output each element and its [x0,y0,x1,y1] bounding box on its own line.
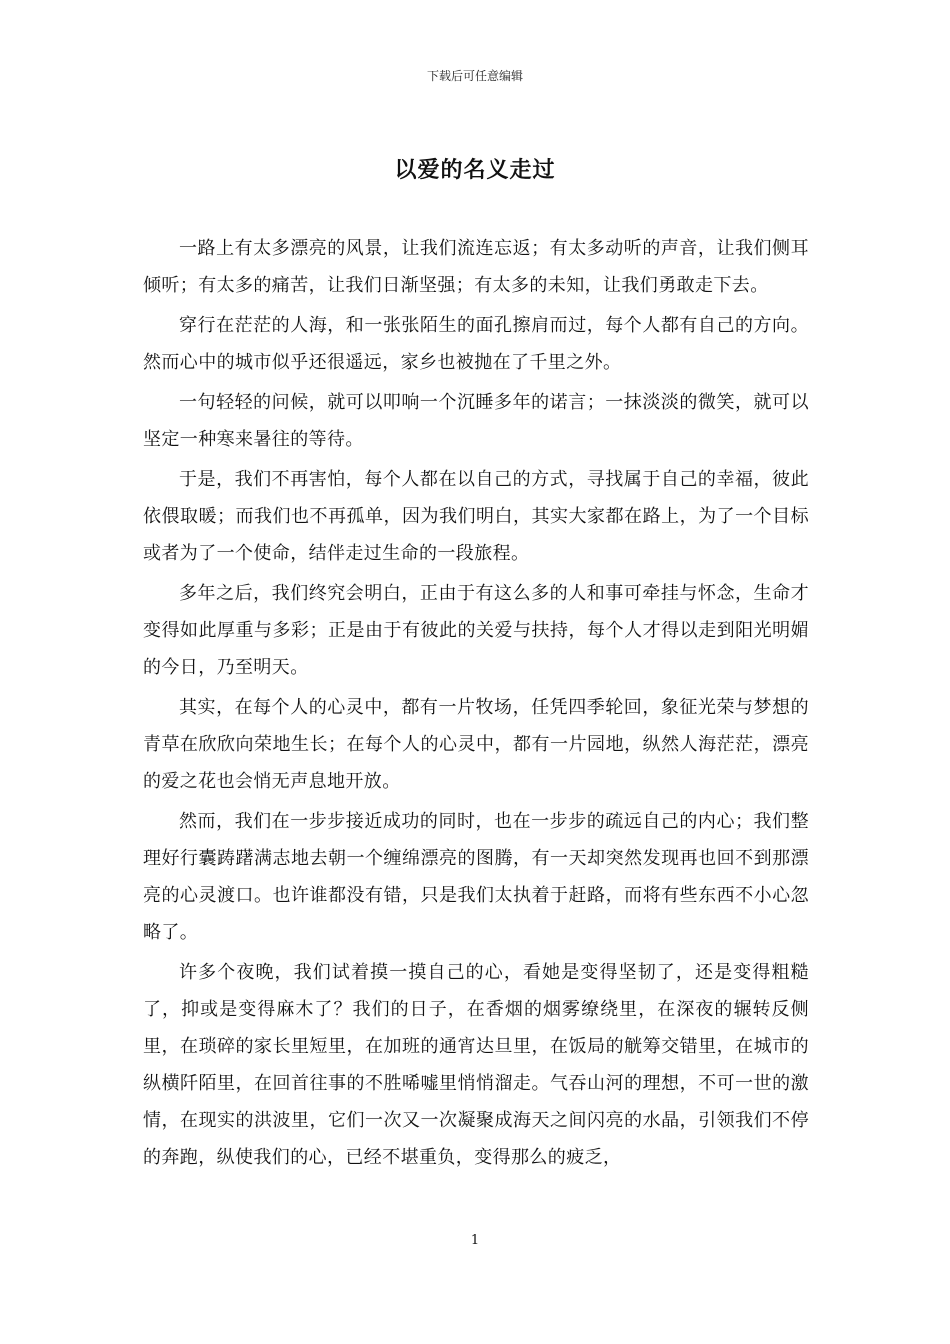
paragraph-7: 然而，我们在一步步接近成功的同时，也在一步步的疏远自己的内心；我们整理好行囊踌躇满志地去朝一个缠绵漂亮的图腾，有一天却突然发现再也回不到那漂亮的心灵渡口。也许谁都没有错，只是我们太执着于赶路，而将有些东西不小心忽略了。 [143,811,809,943]
paragraph-8: 许多个夜晚，我们试着摸一摸自己的心，看她是变得坚韧了，还是变得粗糙了，抑或是变得麻木了？我们的日子，在香烟的烟雾缭绕里，在深夜的辗转反侧里，在琐碎的家长里短里，在加班的通宵达旦里，在饭局的觥筹交错里，在城市的纵横阡陌里，在回首往事的不胜唏嘘里悄悄溜走。气吞山河的理想，不可一世的激情，在现实的洪波里，它们一次又一次凝聚成海天之间闪亮的水晶，引领我们不停的奔跑，纵使我们的心，已经不堪重负，变得那么的疲乏， [143,962,809,1168]
page-number: 1 [470,1233,480,1248]
paragraph-5: 多年之后，我们终究会明白，正由于有这么多的人和事可牵挂与怀念，生命才变得如此厚重与多彩；正是由于有彼此的关爱与扶持，每个人才得以走到阳光明媚的今日，乃至明天。 [143,583,809,678]
header-note: 下载后可任意编辑 [426,69,523,83]
paragraph-4: 于是，我们不再害怕，每个人都在以自己的方式，寻找属于自己的幸福，彼此依偎取暖；而我们也不再孤单，因为我们明白，其实大家都在路上，为了一个目标或者为了一个使命，结伴走过生命的一段旅程。 [143,469,809,564]
paragraph-1: 一路上有太多漂亮的风景，让我们流连忘返；有太多动听的声音，让我们侧耳倾听；有太多的痛苦，让我们日渐坚强；有太多的未知，让我们勇敢走下去。 [143,238,809,296]
paragraph-3: 一句轻轻的问候，就可以叩响一个沉睡多年的诺言；一抹淡淡的微笑，就可以坚定一种寒来暑往的等待。 [143,392,809,450]
document-body [143,230,809,1179]
paragraph-2: 穿行在茫茫的人海，和一张张陌生的面孔擦肩而过，每个人都有自己的方向。然而心中的城市似乎还很遥远，家乡也被抛在了千里之外。 [143,315,809,373]
document-title: 以爱的名义走过 [394,157,556,183]
paragraph-6: 其实，在每个人的心灵中，都有一片牧场，任凭四季轮回，象征光荣与梦想的青草在欣欣向荣地生长；在每个人的心灵中，都有一片园地，纵然人海茫茫，漂亮的爱之花也会悄无声息地开放。 [143,697,809,792]
